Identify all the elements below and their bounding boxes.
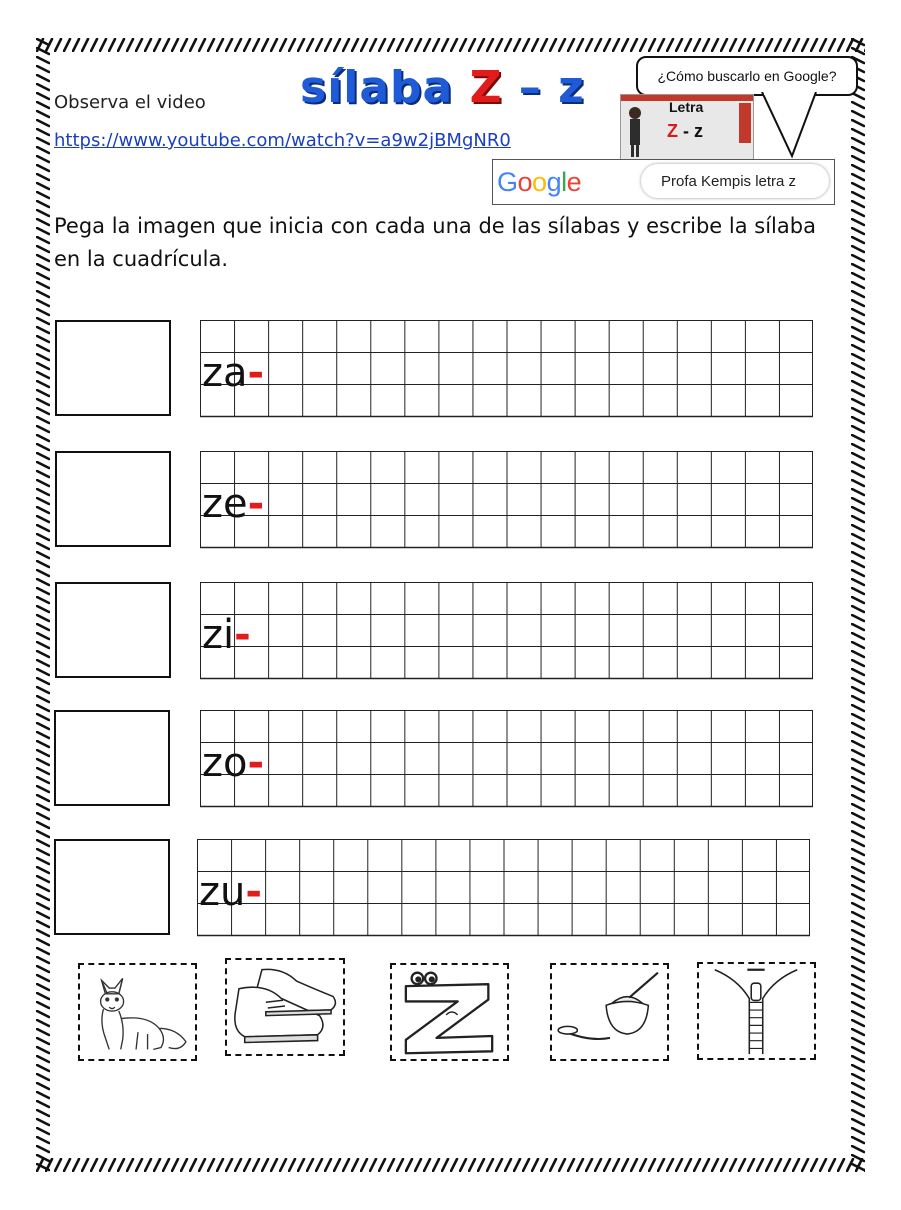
title-lower-z: z (558, 62, 585, 113)
paste-box[interactable] (54, 710, 170, 806)
fox-icon (80, 965, 195, 1059)
page-title (300, 62, 585, 113)
syllable-text: zo (202, 740, 248, 786)
syllable-zo (202, 740, 265, 786)
paste-box[interactable] (55, 582, 171, 678)
title-dash: – (518, 62, 542, 113)
writing-grid[interactable] (200, 320, 813, 418)
paste-box[interactable] (54, 839, 170, 935)
border-top (36, 38, 865, 52)
syllable-text: zi (202, 612, 235, 658)
writing-grid[interactable] (200, 710, 813, 808)
title-word: sílaba (300, 62, 454, 113)
thumb-red-block (739, 103, 751, 143)
video-thumbnail (620, 94, 754, 160)
observe-text: Observa el video (54, 92, 206, 113)
picture-zipper[interactable] (697, 962, 816, 1060)
syllable-marker: - (234, 612, 251, 658)
search-hint-bubble: ¿Cómo buscarlo en Google? (636, 56, 858, 96)
google-query: Profa Kempis letra z (641, 164, 829, 198)
syllable-marker: - (247, 481, 265, 527)
syllable-text: zu (199, 869, 246, 915)
google-logo: Google (497, 167, 582, 197)
google-search-box (492, 159, 835, 205)
paste-box[interactable] (55, 451, 171, 547)
letter-z-icon (392, 965, 507, 1059)
instructions: Pega la imagen que inicia con cada una de las sílabas y escribe la sílaba en la cuadrícula. (54, 214, 816, 271)
thumb-letters (667, 121, 703, 142)
writing-grid[interactable] (200, 582, 813, 680)
thumb-title: Letra (669, 99, 704, 115)
border-left (36, 38, 50, 1172)
pudding-icon (552, 965, 667, 1059)
border-right (851, 38, 865, 1172)
syllable-ze (202, 481, 265, 527)
syllable-za (202, 350, 265, 396)
syllable-marker: - (247, 740, 265, 786)
thumb-dash: - (683, 121, 690, 141)
video-link[interactable]: https://www.youtube.com/watch?v=a9w2jBMgNR0 (54, 130, 511, 151)
bubble-tail (760, 92, 820, 160)
thumb-upper: Z (667, 121, 678, 141)
syllable-zi (202, 612, 251, 658)
teacher-icon (627, 105, 643, 157)
picture-letter-z[interactable] (390, 963, 509, 1061)
syllable-marker: - (245, 869, 262, 915)
thumb-lower: z (694, 121, 704, 141)
syllable-text: ze (202, 481, 248, 527)
writing-grid[interactable] (197, 839, 810, 937)
border-bottom (36, 1158, 865, 1172)
shoes-icon (227, 960, 343, 1054)
paste-box[interactable] (55, 320, 171, 416)
zipper-icon (699, 964, 814, 1058)
picture-shoes[interactable] (225, 958, 345, 1056)
syllable-text: za (202, 350, 248, 396)
writing-grid[interactable] (200, 451, 813, 549)
picture-pudding[interactable] (550, 963, 669, 1061)
syllable-marker: - (247, 350, 265, 396)
title-upper-z: Z (469, 62, 503, 113)
syllable-zu (199, 869, 262, 915)
picture-fox[interactable] (78, 963, 197, 1061)
